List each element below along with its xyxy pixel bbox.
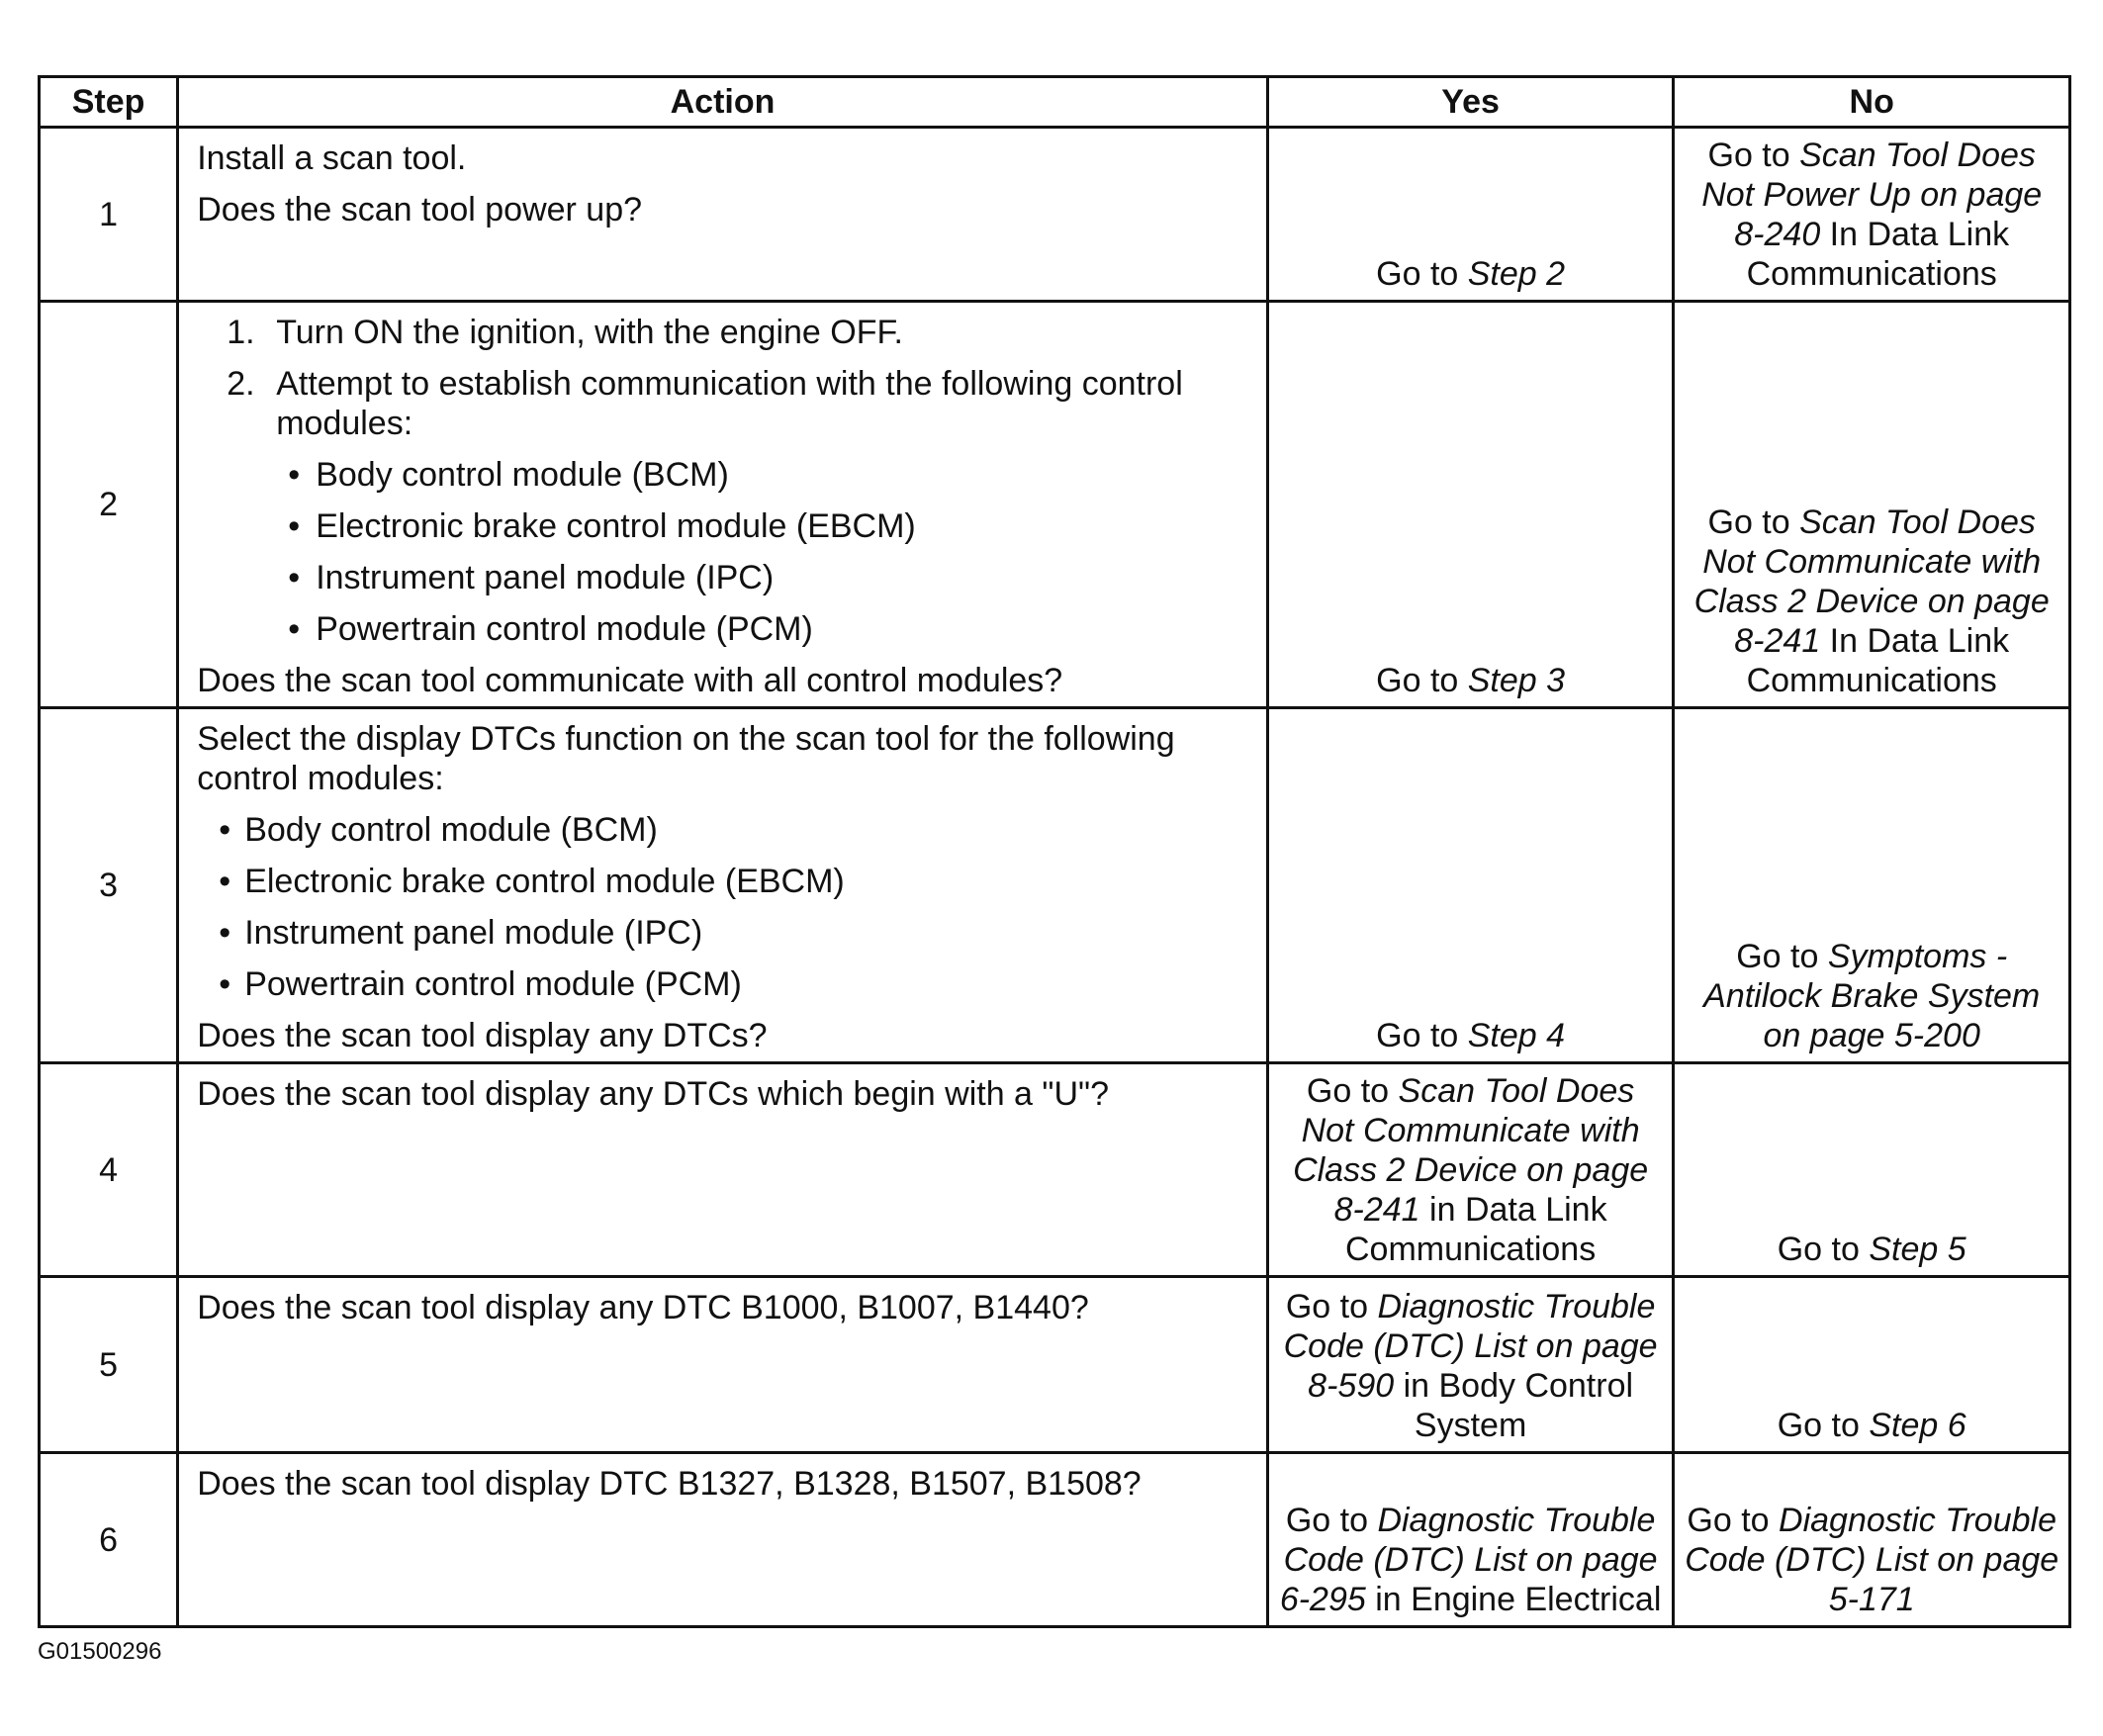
- action-question: Does the scan tool power up?: [197, 191, 643, 228]
- no-prefix: Go to: [1777, 1231, 1870, 1268]
- step-number: 6: [40, 1453, 178, 1627]
- step-number: 5: [40, 1277, 178, 1453]
- step-number: 3: [40, 708, 178, 1063]
- table-row: [40, 1453, 2070, 1627]
- bullet-text: Electronic brake control module (EBCM): [316, 507, 916, 545]
- action-question: Does the scan tool display any DTC B1000, B1007, B1440?: [197, 1289, 1089, 1326]
- yes-cell: [1267, 1277, 1674, 1453]
- no-suffix: In Data Link Communications: [1746, 622, 2010, 699]
- yes-link[interactable]: Step 2: [1467, 255, 1566, 293]
- action-line: Install a scan tool.: [197, 139, 467, 177]
- no-link[interactable]: Step 5: [1869, 1231, 1966, 1268]
- step-number: 4: [40, 1063, 178, 1277]
- bullet-item: [250, 455, 1248, 495]
- header-action: Action: [178, 77, 1268, 128]
- numbered-item: [227, 313, 1248, 352]
- bullet-icon: •: [219, 914, 231, 952]
- bullet-item: [250, 558, 1248, 597]
- yes-link[interactable]: Diagnostic Trouble Code (DTC) List on page 6-295: [1279, 1502, 1658, 1618]
- bullet-item: [250, 506, 1248, 546]
- action-question: Does the scan tool display any DTCs which begin with a "U"?: [197, 1075, 1110, 1113]
- no-cell: [1674, 1277, 2070, 1453]
- bullet-item: [250, 609, 1248, 649]
- table-row: [40, 128, 2070, 302]
- no-cell: [1674, 128, 2070, 302]
- bullet-list: [250, 455, 1248, 649]
- yes-prefix: Go to: [1285, 1502, 1378, 1539]
- yes-link[interactable]: Step 4: [1467, 1017, 1566, 1054]
- action-cell: [178, 302, 1268, 708]
- no-prefix: Go to: [1777, 1407, 1870, 1444]
- bullet-text: Body control module (BCM): [244, 811, 658, 849]
- yes-link[interactable]: Step 3: [1467, 662, 1566, 699]
- action-question: Does the scan tool display any DTCs?: [197, 1017, 768, 1054]
- yes-link[interactable]: Scan Tool Does Not Communicate with Class 2 Device on page 8-241: [1293, 1072, 1649, 1229]
- bullet-text: Electronic brake control module (EBCM): [244, 863, 845, 900]
- yes-cell: [1267, 302, 1674, 708]
- yes-suffix: in Data Link Communications: [1345, 1191, 1607, 1268]
- no-prefix: Go to: [1707, 503, 1800, 541]
- no-cell: [1674, 1453, 2070, 1627]
- bullet-text: Instrument panel module (IPC): [316, 559, 775, 596]
- yes-link[interactable]: Diagnostic Trouble Code (DTC) List on page 8-590: [1283, 1288, 1658, 1405]
- diagnostic-table: [38, 75, 2071, 1628]
- yes-suffix: in Body Control System: [1394, 1367, 1634, 1444]
- no-link[interactable]: Step 6: [1869, 1407, 1966, 1444]
- action-cell: [178, 128, 1268, 302]
- yes-cell: [1267, 708, 1674, 1063]
- bullet-icon: •: [219, 863, 231, 900]
- no-cell: [1674, 302, 2070, 708]
- table-header-row: [40, 77, 2070, 128]
- numbered-list: [197, 313, 1248, 649]
- header-yes: Yes: [1267, 77, 1674, 128]
- yes-suffix: in Engine Electrical: [1365, 1581, 1662, 1618]
- bullet-list: [197, 810, 1248, 1004]
- item-text: Attempt to establish communication with the following control modules:: [276, 365, 1183, 442]
- no-prefix: Go to: [1736, 938, 1828, 975]
- bullet-text: Powertrain control module (PCM): [244, 965, 742, 1003]
- step-number: 1: [40, 128, 178, 302]
- yes-prefix: Go to: [1376, 662, 1468, 699]
- no-link[interactable]: Scan Tool Does Not Communicate with Class 2 Device on page 8-241: [1693, 503, 2050, 660]
- bullet-text: Instrument panel module (IPC): [244, 914, 703, 952]
- bullet-item: [197, 913, 1248, 953]
- action-intro: Select the display DTCs function on the scan tool for the following control modules:: [197, 720, 1175, 797]
- table-row: [40, 1063, 2070, 1277]
- no-cell: [1674, 708, 2070, 1063]
- bullet-icon: •: [288, 507, 301, 545]
- yes-prefix: Go to: [1376, 255, 1468, 293]
- no-prefix: Go to: [1687, 1502, 1780, 1539]
- action-cell: [178, 1063, 1268, 1277]
- bullet-item: [197, 862, 1248, 901]
- bullet-text: Body control module (BCM): [316, 456, 729, 494]
- no-cell: [1674, 1063, 2070, 1277]
- header-no: No: [1674, 77, 2070, 128]
- bullet-icon: •: [288, 559, 301, 596]
- no-link[interactable]: Diagnostic Trouble Code (DTC) List on page 5-171: [1685, 1502, 2059, 1618]
- table-row: [40, 1277, 2070, 1453]
- item-text: Turn ON the ignition, with the engine OFF.: [276, 314, 903, 351]
- item-number: 1.: [227, 314, 255, 351]
- no-link[interactable]: Symptoms - Antilock Brake System on page 5-200: [1703, 938, 2041, 1054]
- action-question: Does the scan tool communicate with all control modules?: [197, 662, 1063, 699]
- bullet-icon: •: [288, 610, 301, 648]
- yes-cell: [1267, 1453, 1674, 1627]
- action-question: Does the scan tool display DTC B1327, B1328, B1507, B1508?: [197, 1465, 1142, 1503]
- yes-prefix: Go to: [1376, 1017, 1468, 1054]
- bullet-icon: •: [219, 811, 231, 849]
- action-cell: [178, 708, 1268, 1063]
- no-prefix: Go to: [1707, 137, 1800, 174]
- yes-prefix: Go to: [1306, 1072, 1399, 1110]
- bullet-item: [197, 810, 1248, 850]
- yes-prefix: Go to: [1285, 1288, 1378, 1325]
- item-number: 2.: [227, 365, 255, 403]
- action-cell: [178, 1453, 1268, 1627]
- numbered-item: [227, 364, 1248, 649]
- bullet-text: Powertrain control module (PCM): [316, 610, 813, 648]
- yes-cell: [1267, 1063, 1674, 1277]
- table-row: [40, 708, 2070, 1063]
- yes-cell: [1267, 128, 1674, 302]
- bullet-item: [197, 964, 1248, 1004]
- table-row: [40, 302, 2070, 708]
- step-number: 2: [40, 302, 178, 708]
- bullet-icon: •: [219, 965, 231, 1003]
- header-step: Step: [40, 77, 178, 128]
- no-suffix: In Data Link Communications: [1746, 216, 2010, 293]
- no-link[interactable]: Scan Tool Does Not Power Up on page 8-240: [1701, 137, 2043, 253]
- figure-id: G01500296: [38, 1638, 162, 1665]
- bullet-icon: •: [288, 456, 301, 494]
- action-cell: [178, 1277, 1268, 1453]
